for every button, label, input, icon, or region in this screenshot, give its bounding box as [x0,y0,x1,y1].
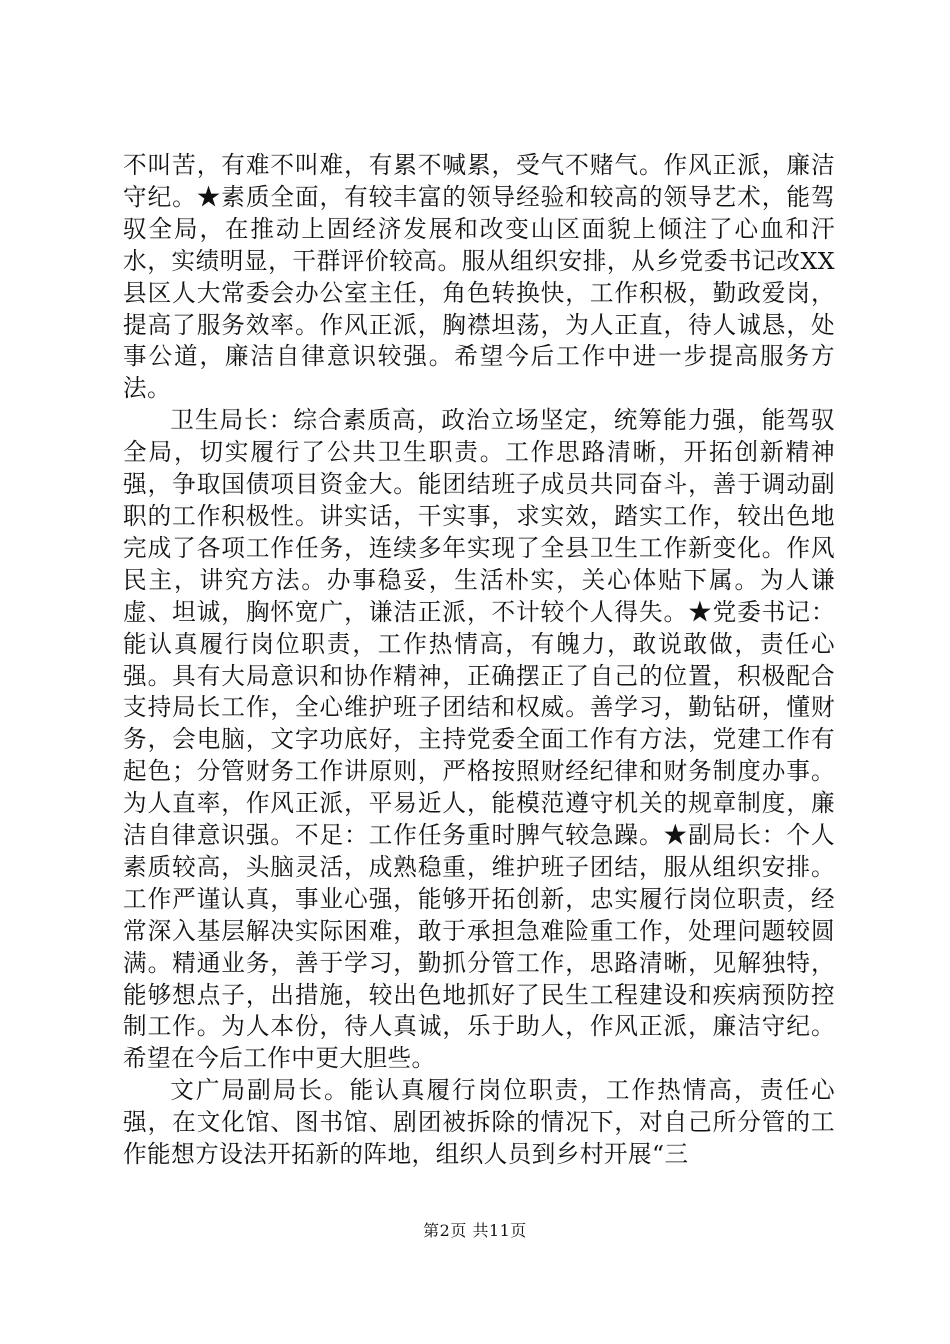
paragraph-3: 文广局副局长。能认真履行岗位职责，工作热情高，责任心强，在文化馆、图书馆、剧团被拆除的情况下，对自己所分管的工作能想方设法开拓新的阵地，组织人员到乡村开展“三 [123,1076,835,1169]
document-body [123,150,835,1171]
paragraph-2: 卫生局长：综合素质高，政治立场坚定，统筹能力强，能驾驭全局，切实履行了公共卫生职责。工作思路清晰，开拓创新精神强，争取国债项目资金大。能团结班子成员共同奋斗，善于调动副职的工作积极性。讲实话，干实事，求实效，踏实工作，较出色地完成了各项工作任务，连续多年实现了全县卫生工作新变化。作风民主，讲究方法。办事稳妥，生活朴实，关心体贴下属。为人谦虚、坦诚，胸怀宽广，谦洁正派，不计较个人得失。★党委书记：能认真履行岗位职责，工作热情高，有魄力，敢说敢做，责任心强。具有大局意识和协作精神，正确摆正了自己的位置，积极配合支持局长工作，全心维护班子团结和权威。善学习，勤钻研，懂财务，会电脑，文字功底好，主持党委全面工作有方法，党建工作有起色；分管财务工作讲原则，严格按照财经纪律和财务制度办事。为人直率，作风正派，平易近人，能模范遵守机关的规章制度，廉洁自律意识强。不足：工作任务重时脾气较急躁。★副局长：个人素质较高，头脑灵活，成熟稳重，维护班子团结，服从组织安排。工作严谨认真，事业心强，能够开拓创新，忠实履行岗位职责，经常深入基层解决实际困难，敢于承担急难险重工作，处理问题较圆满。精通业务，善于学习，勤抓分管工作，思路清晰，见解独特，能够想点子，出措施，较出色地抓好了民生工程建设和疾病预防控制工作。为人本份，待人真诚，乐于助人，作风正派，廉洁守纪。希望在今后工作中更大胆些。 [123,406,835,1073]
page-number-footer: 第2页 共11页 [423,1221,527,1240]
paragraph-1: 不叫苦，有难不叫难，有累不喊累，受气不赌气。作风正派，廉洁守纪。★素质全面，有较丰富的领导经验和较高的领导艺术，能驾驭全局，在推动上固经济发展和改变山区面貌上倾注了心血和汗水，实绩明显，干群评价较高。服从组织安排，从乡党委书记改XX县区人大常委会办公室主任，角色转换快，工作积极，勤政爱岗，提高了服务效率。作风正派，胸襟坦荡，为人正直，待人诚恳，处事公道，廉洁自律意识较强。希望今后工作中进一步提高服务方法。 [123,151,835,403]
